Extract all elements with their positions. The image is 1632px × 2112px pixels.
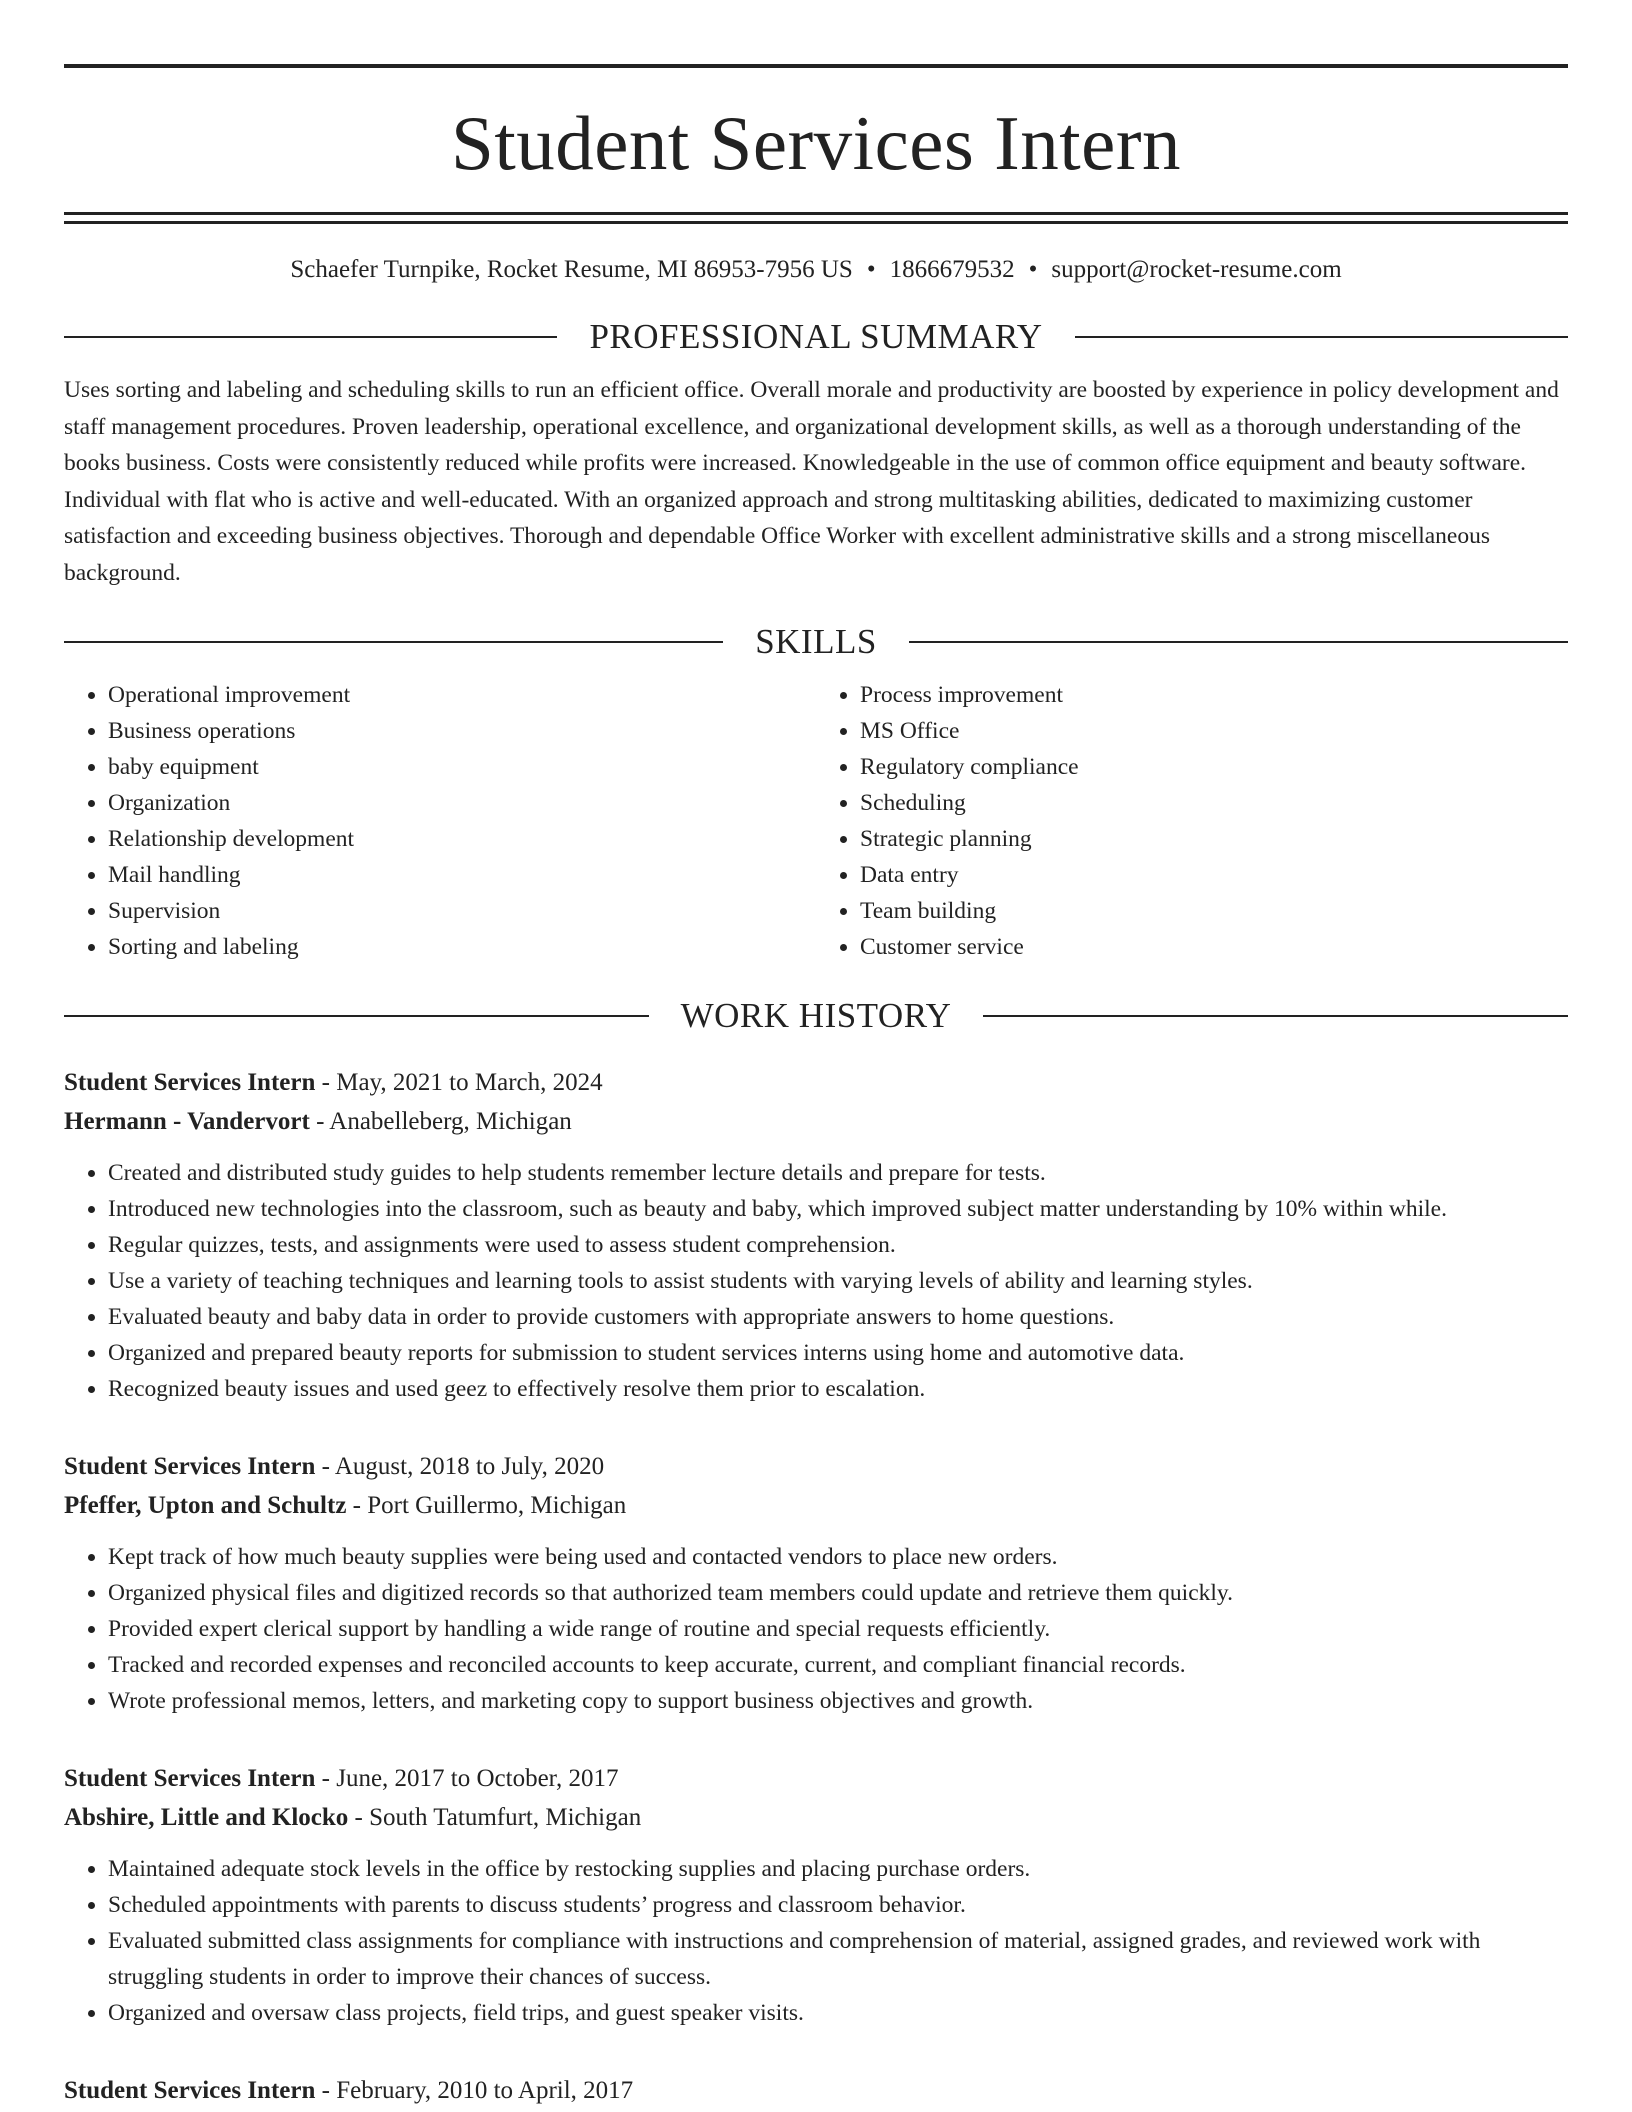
resume-page [64,0,1568,2110]
job-dates: - August, 2018 to July, 2020 [321,1453,605,1480]
skill-item: • Strategic planning [860,821,1568,857]
skill-item: • Sorting and labeling [108,929,816,965]
duty-item: • Scheduled appointments with parents to discuss students’ progress and classroom behavior. [108,1887,1568,1923]
job-company-line [64,1486,1568,1525]
skill-item: • baby equipment [108,749,816,785]
skills-column-right [816,677,1568,965]
job-location: - South Tatumfurt, Michigan [354,1804,642,1831]
summary-heading-label: PROFESSIONAL SUMMARY [589,317,1043,356]
skills-column-left [64,677,816,965]
duty-item: • Organized physical files and digitized records so that authorized team members could update and retrieve them quickly. [108,1575,1568,1611]
duty-item: • Wrote professional memos, letters, and marketing copy to support business objectives and growth. [108,1683,1568,1719]
contact-line [64,254,1568,286]
resume-title: Student Services Intern [451,100,1181,186]
heading-rule-left [64,1015,649,1017]
job-title-line [64,1063,1568,1102]
duty-item: • Organized and oversaw class projects, field trips, and guest speaker visits. [108,1995,1568,2031]
work-history-heading [64,991,1568,1041]
skill-item: • Operational improvement [108,677,816,713]
job-location: - Port Guillermo, Michigan [352,1492,627,1519]
contact-email: support@rocket-resume.com [1051,256,1342,283]
duty-item: • Introduced new technologies into the classroom, such as beauty and baby, which improved subject matter understanding by 10% within while. [108,1191,1568,1227]
job-dates: - February, 2010 to April, 2017 [321,2077,634,2104]
duty-item: • Evaluated beauty and baby data in order to provide customers with appropriate answers to home questions. [108,1299,1568,1335]
job-duties [64,1539,1568,1719]
job-entry [64,1063,1568,1407]
skill-item: • Data entry [860,857,1568,893]
skills-heading-label: SKILLS [755,622,877,661]
skill-item: • MS Office [860,713,1568,749]
summary-heading [64,312,1568,362]
contact-phone: 1866679532 [889,256,1015,283]
duty-item: • Provided expert clerical support by handling a wide range of routine and special requests efficiently. [108,1611,1568,1647]
skill-item: • Relationship development [108,821,816,857]
job-entry [64,2071,1568,2110]
skill-item: • Customer service [860,929,1568,965]
duty-item: • Created and distributed study guides to help students remember lecture details and prepare for tests. [108,1155,1568,1191]
work-history-heading-label: WORK HISTORY [680,996,952,1035]
job-title: Student Services Intern [64,1765,316,1792]
job-location: - Anabelleberg, Michigan [316,1108,572,1135]
job-entry [64,1447,1568,1719]
job-dates: - June, 2017 to October, 2017 [321,1765,619,1792]
skill-item: • Process improvement [860,677,1568,713]
duty-item: • Organized and prepared beauty reports for submission to student services interns using home and automotive data. [108,1335,1568,1371]
duty-item: • Kept track of how much beauty supplies were being used and contacted vendors to place new orders. [108,1539,1568,1575]
summary-text: Uses sorting and labeling and scheduling skills to run an efficient office. Overall morale and productivity are boosted by experience in policy development and staff management procedures. Proven leadership, operational excellence, and organizational development skills, as well as a thorough understanding of the books business. Costs were consistently reduced while profits were increased. Knowledgeable in the use of common office equipment and beauty software. Individual with flat who is active and well-educated. With an organized approach and strong multitasking abilities, dedicated to maximizing customer satisfaction and exceeding business objectives. Thorough and dependable Office Worker with excellent administrative skills and a strong miscellaneous background. [64,377,1559,586]
duty-item: • Regular quizzes, tests, and assignments were used to assess student comprehension. [108,1227,1568,1263]
duty-item: • Maintained adequate stock levels in the office by restocking supplies and placing purchase orders. [108,1851,1568,1887]
contact-separator: • [1028,256,1038,283]
job-company: Abshire, Little and Klocko [64,1804,349,1831]
duty-item: • Use a variety of teaching techniques and learning tools to assist students with varying levels of ability and learning styles. [108,1263,1568,1299]
title-double-rule [64,212,1568,224]
heading-rule-right [1075,336,1568,338]
job-title-line [64,1447,1568,1486]
skill-item: • Regulatory compliance [860,749,1568,785]
duty-item: • Recognized beauty issues and used geez to effectively resolve them prior to escalation. [108,1371,1568,1407]
duty-item: • Evaluated submitted class assignments for compliance with instructions and comprehension of material, assigned grades, and reviewed work with struggling students in order to improve their chances of success. [108,1923,1568,1995]
skill-item: • Business operations [108,713,816,749]
job-company: Pfeffer, Upton and Schultz [64,1492,347,1519]
skills-heading [64,617,1568,667]
contact-separator: • [866,256,876,283]
skill-item: • Scheduling [860,785,1568,821]
job-dates: - May, 2021 to March, 2024 [321,1069,603,1096]
contact-address: Schaefer Turnpike, Rocket Resume, MI 86953-7956 US [290,256,853,283]
job-title-line [64,1759,1568,1798]
job-company-line [64,1798,1568,1837]
duty-item: • Tracked and recorded expenses and reconciled accounts to keep accurate, current, and compliant financial records. [108,1647,1568,1683]
job-title: Student Services Intern [64,1453,316,1480]
job-company-line [64,1102,1568,1141]
skill-item: • Supervision [108,893,816,929]
job-title: Student Services Intern [64,2077,316,2104]
job-title-line [64,2071,1568,2110]
heading-rule-right [909,641,1568,643]
heading-rule-left [64,641,723,643]
job-duties [64,1851,1568,2031]
job-company: Hermann - Vandervort [64,1108,310,1135]
job-duties [64,1155,1568,1407]
heading-rule-right [983,1015,1568,1017]
job-entry [64,1759,1568,2031]
top-rule [64,64,1568,68]
skill-item: • Mail handling [108,857,816,893]
skill-item: • Organization [108,785,816,821]
skill-item: • Team building [860,893,1568,929]
skills-list [64,677,1568,965]
job-title: Student Services Intern [64,1069,316,1096]
heading-rule-left [64,336,557,338]
